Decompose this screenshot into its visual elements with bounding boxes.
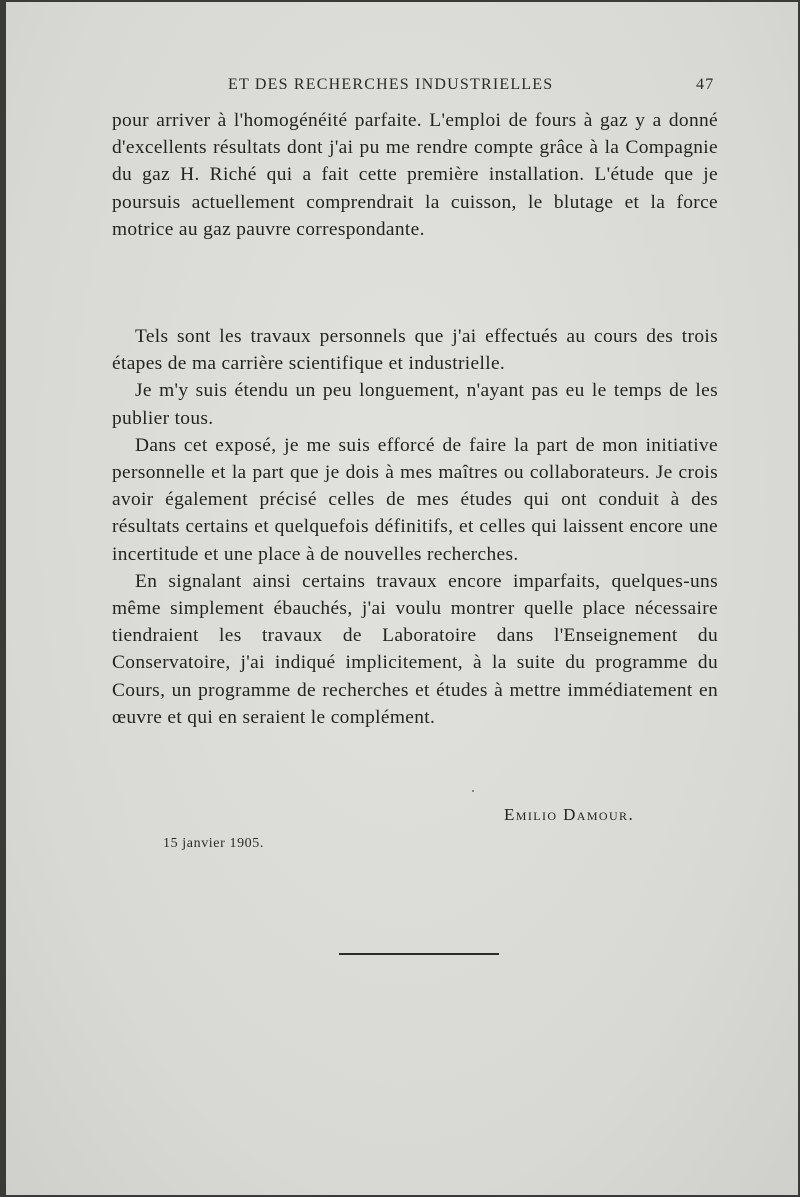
continued-paragraph-block bbox=[112, 107, 718, 243]
book-page bbox=[6, 2, 798, 1195]
paragraph-summary: Tels sont les travaux personnels que j'ai effectués au cours des trois étapes de ma carrière scientifique et industrielle. bbox=[112, 326, 718, 375]
end-rule bbox=[339, 953, 499, 955]
paper-speck bbox=[472, 790, 474, 792]
conclusion-block bbox=[112, 323, 718, 731]
author-signature: Emilio Damour. bbox=[504, 805, 635, 824]
page-header bbox=[6, 76, 798, 96]
dateline: 15 janvier 1905. bbox=[163, 836, 264, 851]
running-title: ET DES RECHERCHES INDUSTRIELLES bbox=[228, 76, 554, 93]
page-number: 47 bbox=[696, 76, 715, 93]
paragraph-continuation: pour arriver à l'homogénéité parfaite. L'emploi de fours à gaz y a donné d'excellents résultats dont j'ai pu me rendre compte grâce à la Compagnie du gaz H. Riché qui a fait cette première installation. L'étude que je poursuis actuellement comprendrait la cuisson, le blutage et la force motrice au gaz pauvre correspondante. bbox=[112, 110, 718, 240]
paragraph-length-note: Je m'y suis étendu un peu longuement, n'ayant pas eu le temps de les publier tous. bbox=[112, 380, 718, 429]
paragraph-closing: En signalant ainsi certains travaux encore imparfaits, quelques-uns même simplement ébauchés, j'ai voulu montrer quelle place nécessaire tiendraient les travaux de Laboratoire dans l'Enseignement du Conservatoire, j'ai indiqué implicitement, à la suite du programme du Cours, un programme de recherches et études à mettre immédiatement en œuvre et qui en seraient le complément. bbox=[112, 570, 718, 728]
paragraph-exposition: Dans cet exposé, je me suis efforcé de faire la part de mon initiative personnelle et la part que je dois à mes maîtres ou collaborateurs. Je crois avoir également précisé celles de mes études qui ont conduit à des résultats certains et quelquefois définitifs, et celles qui laissent encore une incertitude et une place à de nouvelles recherches. bbox=[112, 434, 718, 565]
